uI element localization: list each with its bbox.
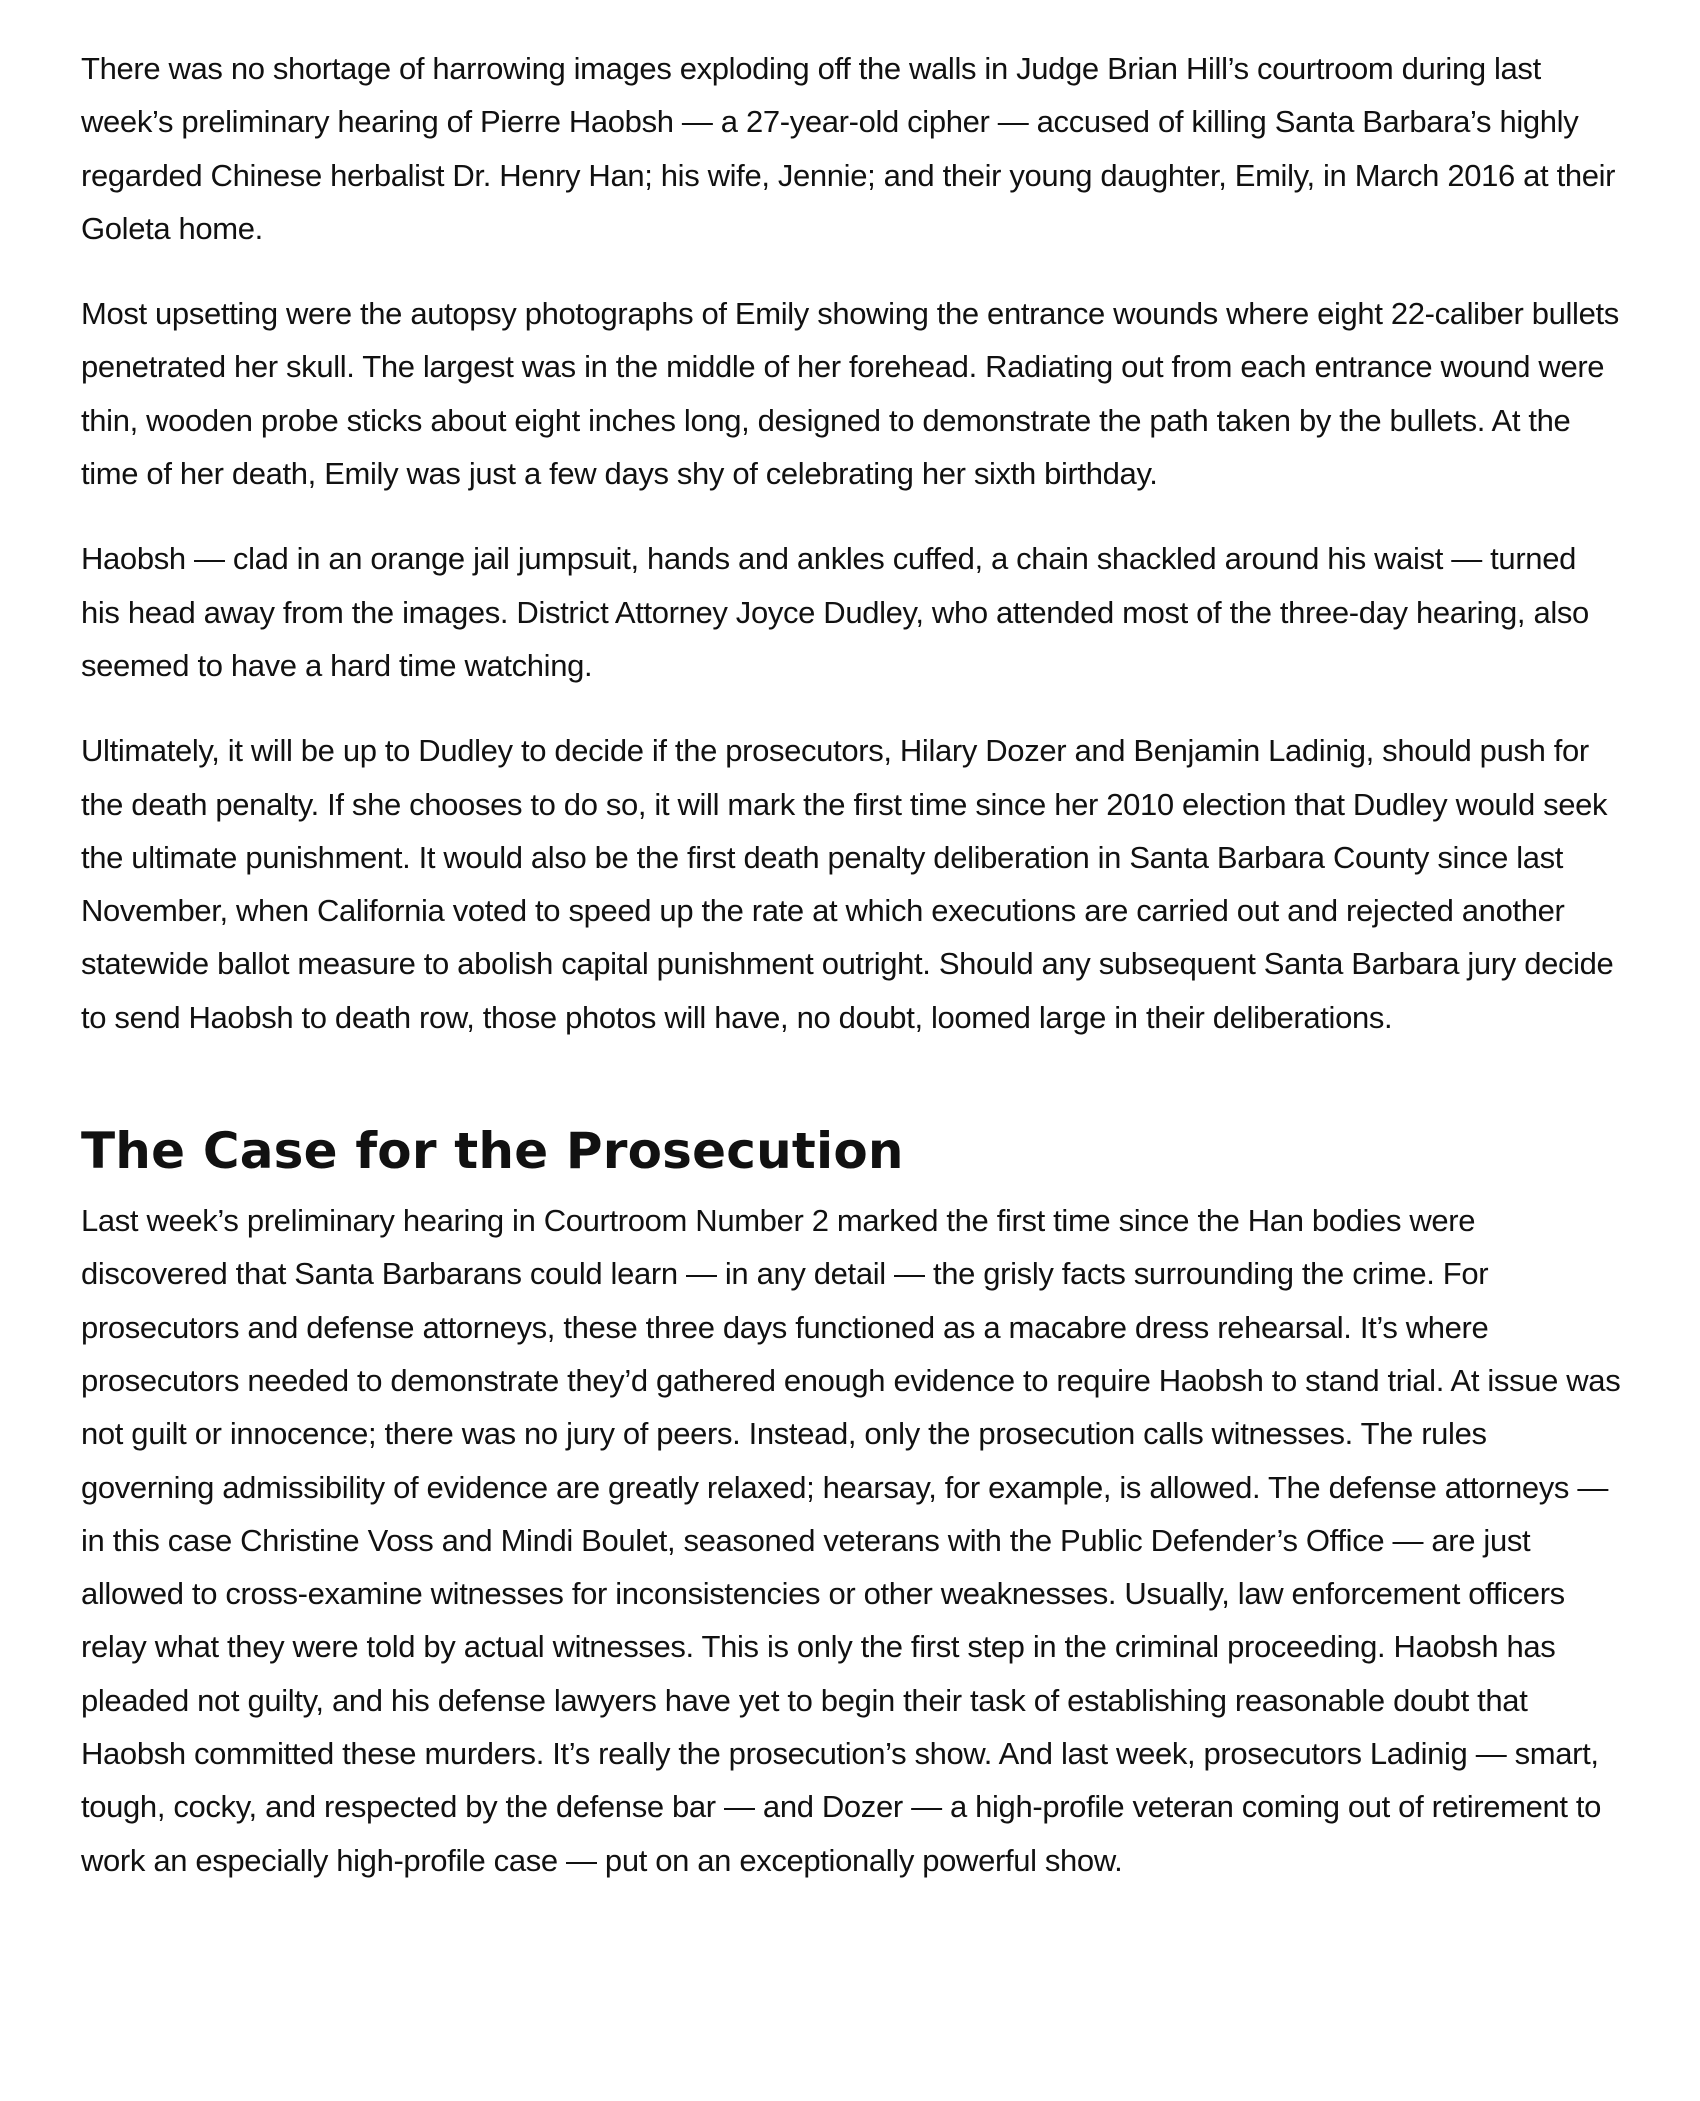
article-paragraph: Last week’s preliminary hearing in Courtroom Number 2 marked the first time since the Han bodies were discovered that Santa Barbarans could learn — in any detail — the grisly facts surrounding the crime. For prosecutors and defense attorneys, these three days functioned as a macabre dress rehearsal. It’s where prosecutors needed to demonstrate they’d gathered enough evidence to require Haobsh to stand trial. At issue was not guilt or innocence; there was no jury of peers. Instead, only the prosecution calls witnesses. The rules governing admissibility of evidence are greatly relaxed; hearsay, for example, is allowed. The defense attorneys — in this case Christine Voss and Mindi Boulet, seasoned veterans with the Public Defender’s Office — are just allowed to cross-examine witnesses for inconsistencies or other weaknesses. Usually, law enforcement officers relay what they were told by actual witnesses. This is only the first step in the criminal proceeding. Haobsh has pleaded not guilty, and his defense lawyers have yet to begin their task of establishing reasonable doubt that Haobsh committed these murders. It’s really the prosecution’s show. And last week, prosecutors Ladinig — smart, tough, cocky, and respected by the defense bar — and Dozer — a high-profile veteran coming out of retirement to work an especially high-profile case — put on an exceptionally powerful show. [81, 1203, 1621, 1878]
article-page [81, 42, 1621, 1919]
article-paragraph: Haobsh — clad in an orange jail jumpsuit, hands and ankles cuffed, a chain shackled around his waist — turned his head away from the images. District Attorney Joyce Dudley, who attended most of the three-day hearing, also seemed to have a hard time watching. [81, 541, 1589, 683]
article-paragraph: There was no shortage of harrowing images exploding off the walls in Judge Brian Hill’s courtroom during last week’s preliminary hearing of Pierre Haobsh — a 27-year-old cipher — accused of killing Santa Barbara’s highly regarded Chinese herbalist Dr. Henry Han; his wife, Jennie; and their young daughter, Emily, in March 2016 at their Goleta home. [81, 51, 1616, 246]
section-heading: The Case for the Prosecution [81, 1122, 904, 1181]
article-paragraph: Most upsetting were the autopsy photographs of Emily showing the entrance wounds where eight 22-caliber bullets penetrated her skull. The largest was in the middle of her forehead. Radiating out from each entrance wound were thin, wooden probe sticks about eight inches long, designed to demonstrate the path taken by the bullets. At the time of her death, Emily was just a few days shy of celebrating her sixth birthday. [81, 296, 1619, 492]
article-paragraph: Ultimately, it will be up to Dudley to decide if the prosecutors, Hilary Dozer and Benjamin Ladinig, should push for the death penalty. If she chooses to do so, it will mark the first time since her 2010 election that Dudley would seek the ultimate punishment. It would also be the first death penalty deliberation in Santa Barbara County since last November, when California voted to speed up the rate at which executions are carried out and rejected another statewide ballot measure to abolish capital punishment outright. Should any subsequent Santa Barbara jury decide to send Haobsh to death row, those photos will have, no doubt, loomed large in their deliberations. [81, 733, 1614, 1035]
